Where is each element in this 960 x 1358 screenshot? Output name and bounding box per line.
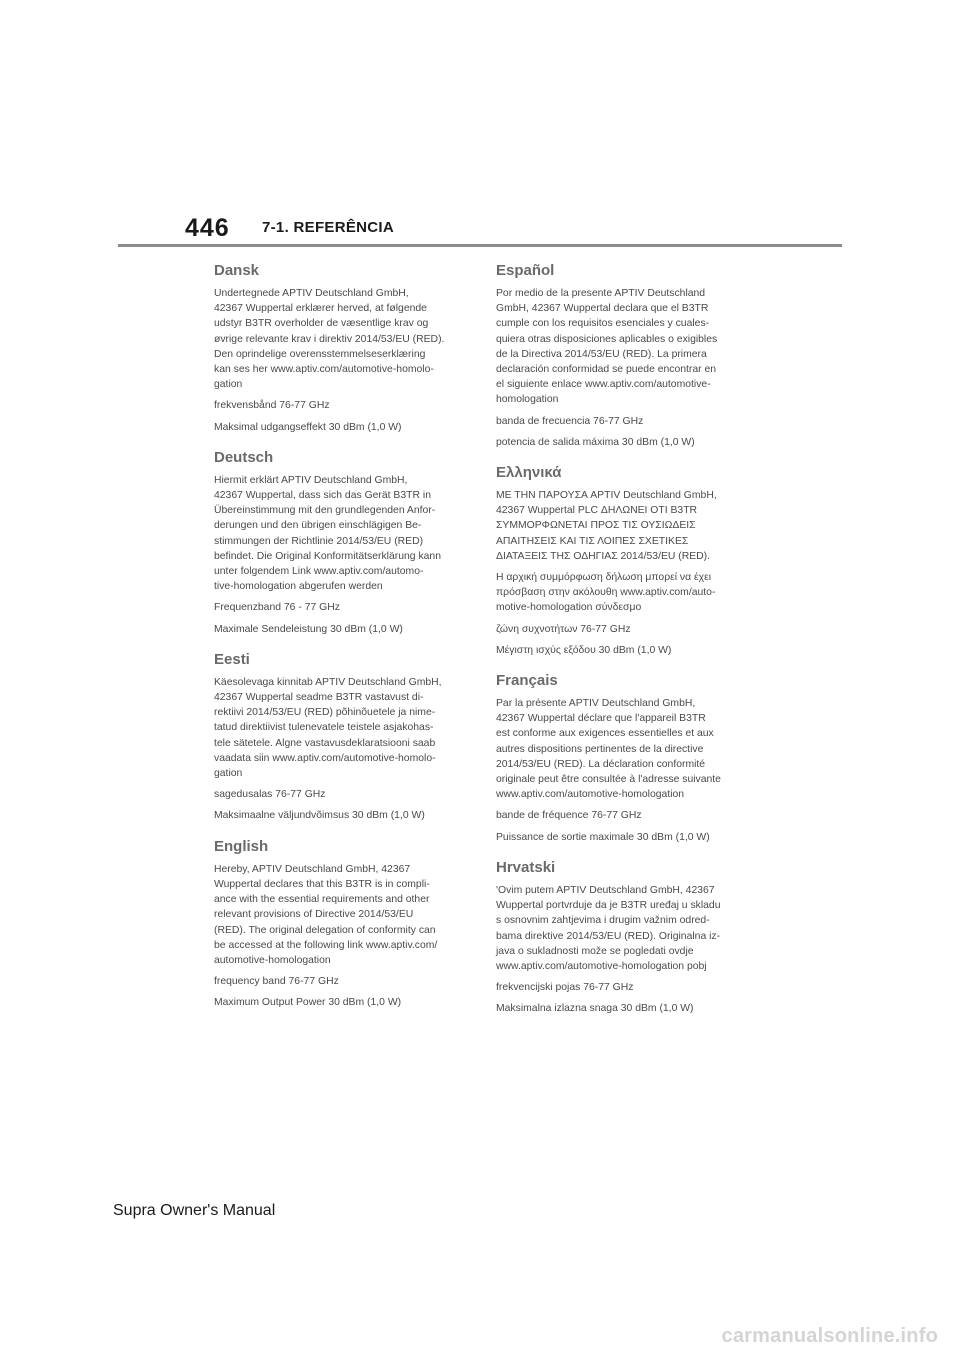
section-body-extra: Η αρχική συμμόρφωση δήλωση μπορεί να έχει πρόσβαση στην ακόλουθη www.aptiv.com/auto- motive-homologation σύνδεσμο [496, 572, 716, 614]
power-text: Μέγιστη ισχύς εξόδου 30 dBm (1,0 W) [496, 644, 672, 656]
header-rule [118, 244, 842, 247]
frequency-text: banda de frecuencia 76-77 GHz [496, 415, 644, 427]
frequency-text: sagedusalas 76-77 GHz [214, 789, 326, 801]
frequency-text: frekvensbånd 76-77 GHz [214, 400, 330, 412]
section-body: 'Ovim putem APTIV Deutschland GmbH, 42367 Wuppertal portvrduje da je B3TR uređaj u skladu s osnovnim zahtjevima i drugim važnim odred- bama direktive 2014/53/EU (RED). Originalna iz- java o sukladnosti može se pogledati ovdje www.aptiv.com/automotive-homologation pobj [496, 884, 721, 972]
section-body: Hiermit erklärt APTIV Deutschland GmbH, 42367 Wuppertal, dass sich das Gerät B3TR in Übereinstimmung mit den grundlegenden Anfor- derungen und den übrigen einschlägigen Be- stimmungen der Richtlinie 2014/53/EU (RED) befindet. Die Original Konformitätserklärung kann unter folgendem Link www.aptiv.com/automo- tive-homologation abgerufen werden [214, 474, 441, 593]
power-text: Puissance de sortie maximale 30 dBm (1,0 W) [496, 831, 710, 843]
section-body: Par la présente APTIV Deutschland GmbH, 42367 Wuppertal déclare que l'appareil B3TR est conforme aux exigences essentielles et aux autres dispositions pertinentes de la directive 2014/53/EU (RED). La déclaration conformité originale peut être consultée à l'adresse suivante www.aptiv.com/automotive-homologation [496, 698, 721, 801]
section-francais [496, 672, 748, 845]
page-number: 446 [185, 214, 230, 242]
section-deutsch [214, 449, 466, 637]
frequency-text: ζώνη συχνοτήτων 76-77 GHz [496, 623, 631, 635]
frequency-text: bande de fréquence 76-77 GHz [496, 810, 642, 822]
section-title: Dansk [214, 262, 260, 279]
power-text: potencia de salida máxima 30 dBm (1,0 W) [496, 436, 695, 448]
section-ellinika [496, 464, 748, 658]
section-eesti [214, 651, 466, 824]
power-text: Maksimalna izlazna snaga 30 dBm (1,0 W) [496, 1003, 694, 1015]
right-column [496, 262, 748, 1031]
section-dansk [214, 262, 466, 435]
section-english [214, 838, 466, 1011]
power-text: Maksimaalne väljundvõimsus 30 dBm (1,0 W) [214, 810, 425, 822]
power-text: Maksimal udgangseffekt 30 dBm (1,0 W) [214, 421, 402, 433]
section-espanol [496, 262, 748, 450]
power-text: Maximum Output Power 30 dBm (1,0 W) [214, 997, 402, 1009]
section-body: Käesolevaga kinnitab APTIV Deutschland GmbH, 42367 Wuppertal seadme B3TR vastavust di- rektiivi 2014/53/EU (RED) põhinõuetele ja nime- tatud direktiivist tulenevatele teistele asjakohas- tele sätetele. Algne vastavusdeklaratsiooni saab vaadata siin www.aptiv.com/automotive-homolo- gation [214, 676, 442, 780]
frequency-text: frequency band 76-77 GHz [214, 976, 339, 988]
section-title: Eesti [214, 650, 250, 668]
chapter-title: 7-1. REFERÊNCIA [262, 219, 395, 236]
section-body: Undertegnede APTIV Deutschland GmbH, 42367 Wuppertal erklærer herved, at følgende udstyr B3TR overholder de væsentlige krav og øvrige relevante krav i direktiv 2014/53/EU (RED). Den oprindelige overensstemmelseserklæring kan ses her www.aptiv.com/automotive-homolo- gation [214, 288, 445, 391]
left-column [214, 262, 466, 1025]
section-hrvatski [496, 859, 748, 1017]
section-title: Hrvatski [496, 858, 556, 876]
section-title: Français [496, 672, 558, 690]
watermark: carmanualsonline.info [721, 1325, 938, 1347]
section-title: Deutsch [214, 448, 274, 466]
section-body: ΜΕ ΤΗΝ ΠΑΡΟΥΣΑ APTIV Deutschland GmbH, 42367 Wuppertal PLC ΔΗΛΩΝΕΙ ΟΤΙ B3TR ΣΥΜΜΟΡΦΩΝΕΤΑΙ ΠΡΟΣ ΤΙΣ ΟΥΣΙΩΔΕΙΣ ΑΠΑΙΤΗΣΕΙΣ ΚΑΙ ΤΙΣ ΛΟΙΠΕΣ ΣΧΕΤΙΚΕΣ ΔΙΑΤΑΞΕΙΣ ΤΗΣ ΟΔΗΓΙΑΣ 2014/53/EU (RED). [496, 490, 717, 562]
frequency-text: frekvencijski pojas 76-77 GHz [496, 982, 634, 994]
section-body: Hereby, APTIV Deutschland GmbH, 42367 Wuppertal declares that this B3TR is in compli- ance with the essential requirements and other relevant provisions of Directive 2014/53/EU (RED). The original delegation of conformity can be accessed at the following link www.aptiv.com/ automotive-homologation [214, 863, 438, 966]
section-title: Español [496, 262, 555, 279]
power-text: Maximale Sendeleistung 30 dBm (1,0 W) [214, 623, 403, 635]
frequency-text: Frequenzband 76 - 77 GHz [214, 602, 340, 614]
manual-title: Supra Owner's Manual [113, 1202, 276, 1219]
section-body: Por medio de la presente APTIV Deutschland GmbH, 42367 Wuppertal declara que el B3TR cumple con los requisitos esenciales y cuales- quiera otras disposiciones aplicables o exigibles de la Directiva 2014/53/EU (RED). La primera declaración conformidad se puede encontrar en el siguiente enlace www.aptiv.com/automotive- homologation [496, 288, 718, 406]
section-title: English [214, 837, 269, 855]
section-title: Ελληνικά [496, 464, 562, 482]
